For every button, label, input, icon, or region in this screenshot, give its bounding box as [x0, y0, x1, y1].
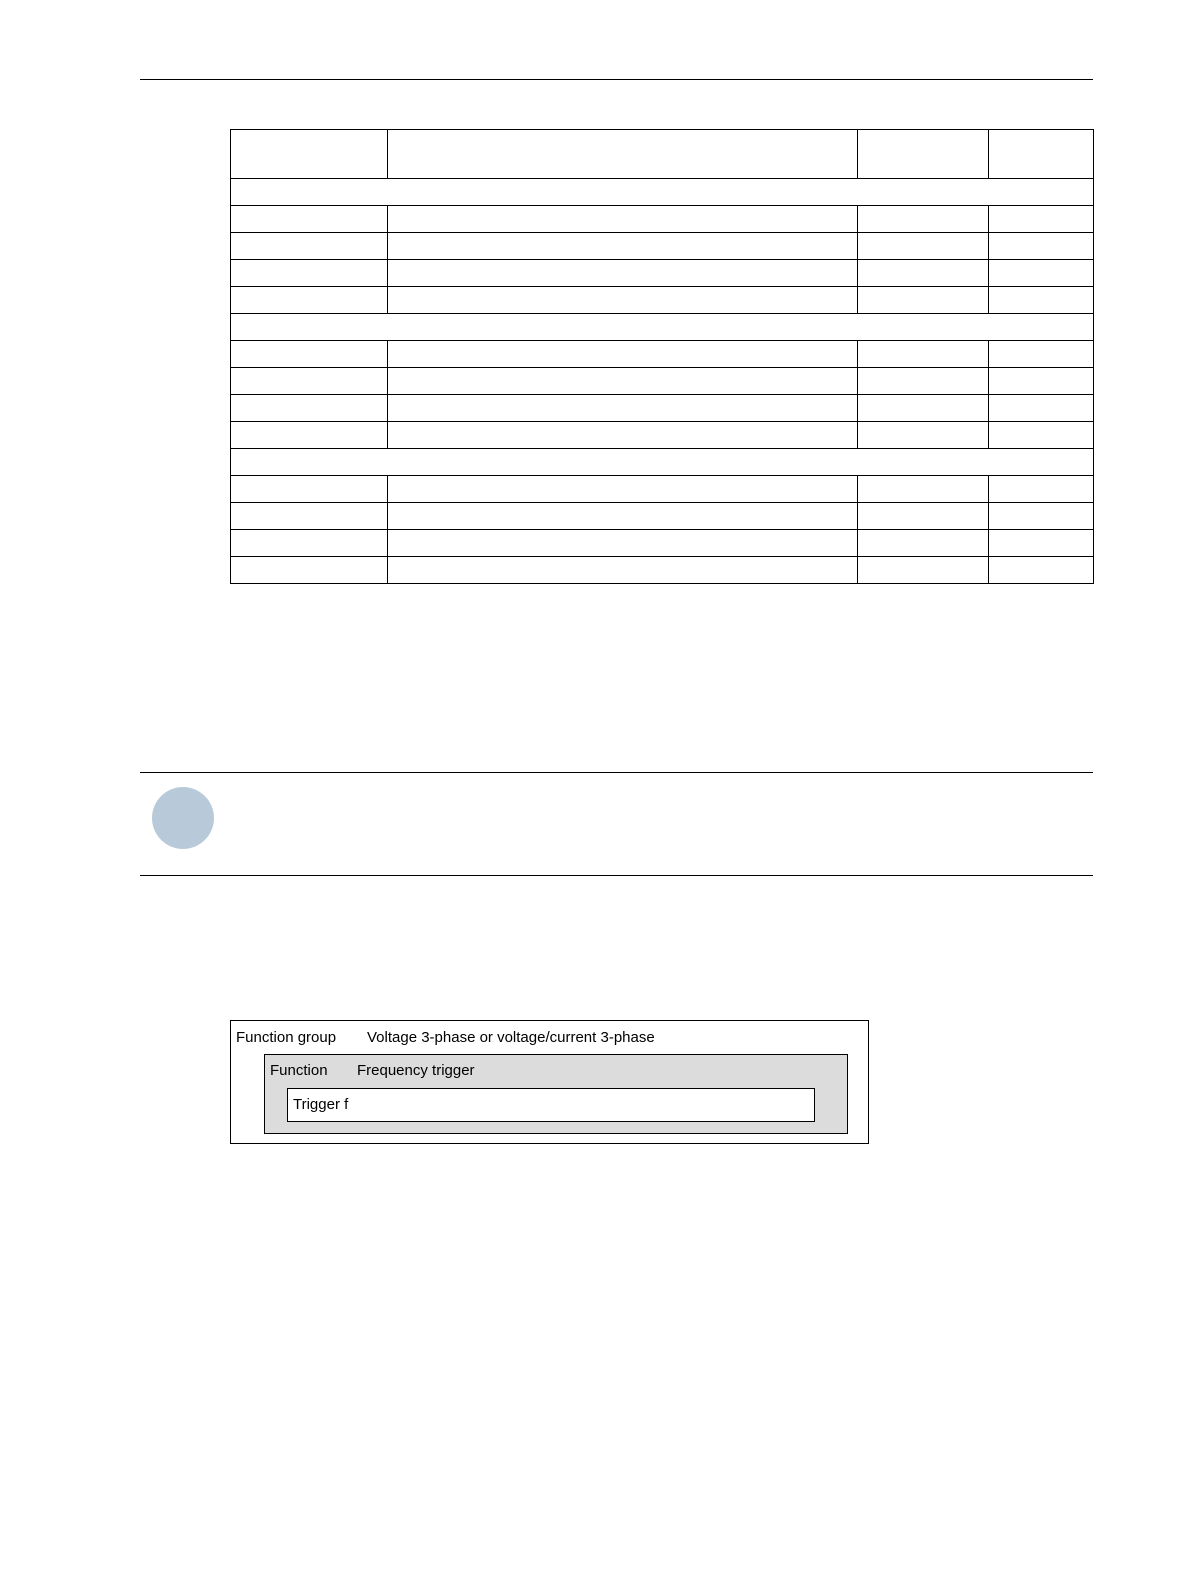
- table-cell: [388, 287, 858, 314]
- table-cell: [231, 503, 388, 530]
- note-top-rule: [140, 772, 1093, 773]
- table-cell: [989, 503, 1094, 530]
- function-label: Function: [270, 1062, 328, 1079]
- table-cell: [858, 287, 989, 314]
- table-row: [231, 287, 1094, 314]
- table-cell: [231, 260, 388, 287]
- table-header-cell: [388, 130, 858, 179]
- table-cell: [858, 260, 989, 287]
- table-cell: [858, 368, 989, 395]
- table-section-title: [231, 314, 1094, 341]
- data-table: [230, 129, 1094, 584]
- table-row: [231, 503, 1094, 530]
- table-cell: [231, 530, 388, 557]
- table-cell: [231, 395, 388, 422]
- table-cell: [388, 206, 858, 233]
- table-cell: [989, 287, 1094, 314]
- table-header-row: [231, 130, 1094, 179]
- table-cell: [858, 476, 989, 503]
- table-cell: [388, 530, 858, 557]
- table-cell: [858, 422, 989, 449]
- table-cell: [388, 233, 858, 260]
- table-section-row: [231, 179, 1094, 206]
- table-section-row: [231, 449, 1094, 476]
- table-cell: [388, 395, 858, 422]
- table-row: [231, 422, 1094, 449]
- table-cell: [231, 422, 388, 449]
- table-cell: [989, 395, 1094, 422]
- parameter-box: [287, 1088, 815, 1122]
- table-cell: [989, 530, 1094, 557]
- table-cell: [231, 341, 388, 368]
- table-cell: [858, 395, 989, 422]
- table-cell: [989, 422, 1094, 449]
- table-row: [231, 530, 1094, 557]
- table-header-cell: [989, 130, 1094, 179]
- table-cell: [231, 233, 388, 260]
- table-cell: [388, 476, 858, 503]
- table-cell: [231, 476, 388, 503]
- table-row: [231, 395, 1094, 422]
- function-box: [264, 1054, 848, 1134]
- function-group-box: [230, 1020, 869, 1144]
- table-cell: [388, 422, 858, 449]
- table-cell: [858, 233, 989, 260]
- header-rule: [140, 79, 1093, 80]
- table-cell: [231, 287, 388, 314]
- table-section-row: [231, 314, 1094, 341]
- table-row: [231, 206, 1094, 233]
- table-cell: [989, 476, 1094, 503]
- function-group-value: Voltage 3-phase or voltage/current 3-phase: [367, 1029, 655, 1046]
- table-cell: [858, 206, 989, 233]
- table-cell: [858, 503, 989, 530]
- table-cell: [388, 341, 858, 368]
- parameter-label: Trigger f: [293, 1096, 349, 1113]
- function-group-label: Function group: [236, 1029, 337, 1046]
- table-cell: [858, 557, 989, 584]
- table-cell: [989, 557, 1094, 584]
- table-section-title: [231, 449, 1094, 476]
- table-cell: [989, 341, 1094, 368]
- table-section-title: [231, 179, 1094, 206]
- table-cell: [231, 368, 388, 395]
- table-cell: [231, 557, 388, 584]
- table-row: [231, 260, 1094, 287]
- table-cell: [989, 233, 1094, 260]
- table-cell: [989, 260, 1094, 287]
- table-header-cell: [231, 130, 388, 179]
- table-cell: [231, 206, 388, 233]
- table-row: [231, 233, 1094, 260]
- table-cell: [858, 341, 989, 368]
- table-row: [231, 341, 1094, 368]
- function-value: Frequency trigger: [357, 1062, 475, 1079]
- table-header-cell: [858, 130, 989, 179]
- table-cell: [989, 206, 1094, 233]
- note-bottom-rule: [140, 875, 1093, 876]
- table-row: [231, 476, 1094, 503]
- table-cell: [989, 368, 1094, 395]
- table-row: [231, 368, 1094, 395]
- table-cell: [388, 557, 858, 584]
- table-cell: [388, 260, 858, 287]
- table-cell: [858, 530, 989, 557]
- info-icon: [152, 787, 214, 849]
- table-row: [231, 557, 1094, 584]
- table-cell: [388, 503, 858, 530]
- table-cell: [388, 368, 858, 395]
